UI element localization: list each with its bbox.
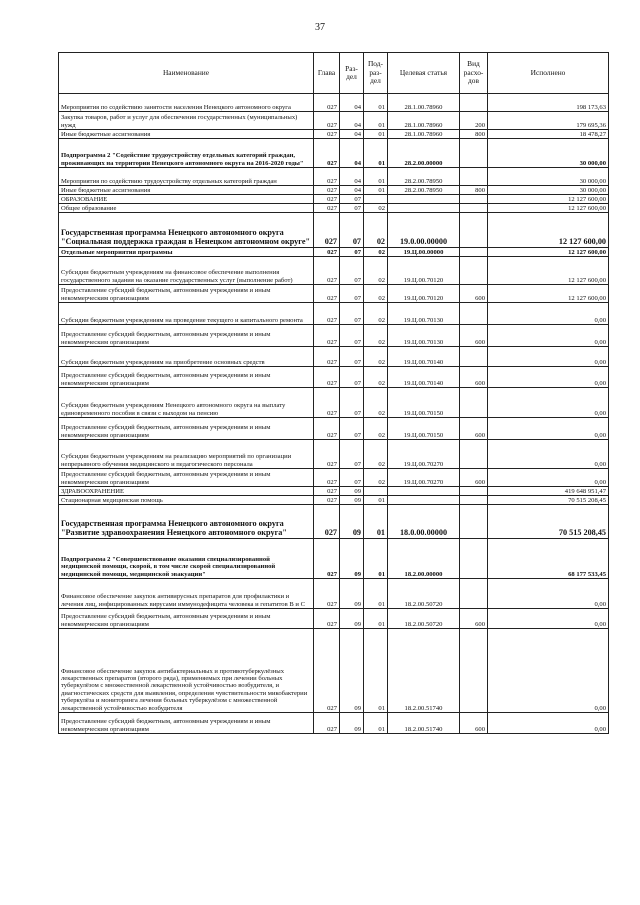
cell-vid-raskhodov (460, 579, 488, 609)
cell-podrazdel: 02 (364, 418, 388, 440)
cell-ispolneno: 0,00 (488, 629, 609, 713)
cell-razdel: 09 (340, 539, 364, 579)
cell-tselevaya-statya (388, 487, 460, 496)
cell-vid-raskhodov (460, 257, 488, 285)
cell-tselevaya-statya: 18.0.00.00000 (388, 505, 460, 539)
cell-razdel: 09 (340, 505, 364, 539)
table-row (59, 469, 609, 487)
cell-ispolneno: 0,00 (488, 609, 609, 629)
cell-podrazdel: 01 (364, 168, 388, 186)
cell-glava: 027 (314, 539, 340, 579)
cell-ispolneno: 12 127 600,00 (488, 213, 609, 248)
table-row (59, 94, 609, 112)
cell-glava: 027 (314, 505, 340, 539)
table-row (59, 629, 609, 713)
cell-ispolneno: 0,00 (488, 713, 609, 734)
cell-name: Предоставление субсидий бюджетным, автономным учреждениям и иным некоммерческим организациям (59, 418, 314, 440)
header-ispolneno: Исполнено (488, 53, 609, 94)
cell-name: Мероприятия по содействию занятости населения Ненецкого автономного округа (59, 94, 314, 112)
cell-podrazdel: 02 (364, 347, 388, 367)
cell-podrazdel: 01 (364, 496, 388, 505)
budget-table-container (58, 52, 608, 734)
cell-ispolneno: 0,00 (488, 325, 609, 347)
cell-ispolneno: 0,00 (488, 367, 609, 388)
cell-vid-raskhodov: 600 (460, 367, 488, 388)
cell-glava: 027 (314, 168, 340, 186)
table-body (59, 94, 609, 734)
header-glava: Глава (314, 53, 340, 94)
cell-name: Субсидии бюджетным учреждениям на проведение текущего и капитального ремонта (59, 303, 314, 325)
table-row (59, 505, 609, 539)
table-row (59, 325, 609, 347)
cell-ispolneno: 198 173,63 (488, 94, 609, 112)
cell-tselevaya-statya: 28.1.00.78960 (388, 130, 460, 139)
cell-podrazdel: 01 (364, 139, 388, 168)
cell-tselevaya-statya: 19.Ц.00.70150 (388, 388, 460, 418)
cell-tselevaya-statya: 28.2.00.78950 (388, 186, 460, 195)
cell-name: Финансовое обеспечение закупок антивирусных препаратов для профилактики и лечения лиц, инфицированных вирусами иммунодефицита человека и гепатитов В и С (59, 579, 314, 609)
cell-ispolneno: 30 000,00 (488, 168, 609, 186)
cell-razdel: 07 (340, 285, 364, 303)
cell-name: Закупка товаров, работ и услуг для обеспечения государственных (муниципальных) нужд (59, 112, 314, 130)
cell-podrazdel: 02 (364, 285, 388, 303)
cell-ispolneno: 12 127 600,00 (488, 248, 609, 257)
cell-vid-raskhodov: 600 (460, 325, 488, 347)
cell-vid-raskhodov (460, 388, 488, 418)
cell-tselevaya-statya: 28.2.00.00000 (388, 139, 460, 168)
table-row (59, 440, 609, 469)
cell-podrazdel: 01 (364, 505, 388, 539)
cell-name: Подпрограмма 2 "Содействие трудоустройству отдельных категорий граждан, проживающих на территории Ненецкого автономного округа на 2016-2020 годы" (59, 139, 314, 168)
cell-name: Предоставление субсидий бюджетным, автономным учреждениям и иным некоммерческим организациям (59, 325, 314, 347)
cell-glava: 027 (314, 496, 340, 505)
table-row (59, 388, 609, 418)
cell-glava: 027 (314, 248, 340, 257)
cell-tselevaya-statya (388, 204, 460, 213)
cell-razdel: 09 (340, 496, 364, 505)
cell-vid-raskhodov (460, 248, 488, 257)
cell-glava: 027 (314, 487, 340, 496)
cell-name: Государственная программа Ненецкого автономного округа "Социальная поддержка граждан в Ненецком автономном округе" (59, 213, 314, 248)
cell-ispolneno: 12 127 600,00 (488, 257, 609, 285)
cell-name: Предоставление субсидий бюджетным, автономным учреждениям и иным некоммерческим организациям (59, 469, 314, 487)
cell-name: ЗДРАВООХРАНЕНИЕ (59, 487, 314, 496)
cell-glava: 027 (314, 579, 340, 609)
cell-razdel: 09 (340, 579, 364, 609)
cell-vid-raskhodov (460, 94, 488, 112)
cell-podrazdel: 01 (364, 579, 388, 609)
cell-name: ОБРАЗОВАНИЕ (59, 195, 314, 204)
cell-name: Субсидии бюджетным учреждениям Ненецкого автономного округа на выплату единовременного пособия в связи с выходом на пенсию (59, 388, 314, 418)
cell-tselevaya-statya: 18.2.00.50720 (388, 579, 460, 609)
cell-ispolneno: 18 478,27 (488, 130, 609, 139)
cell-razdel: 07 (340, 388, 364, 418)
table-row (59, 713, 609, 734)
cell-ispolneno: 179 695,36 (488, 112, 609, 130)
header-vid-raskhodov: Вид расхо- дов (460, 53, 488, 94)
cell-vid-raskhodov (460, 505, 488, 539)
cell-tselevaya-statya: 18.2.00.51740 (388, 713, 460, 734)
cell-tselevaya-statya (388, 496, 460, 505)
cell-ispolneno: 0,00 (488, 388, 609, 418)
cell-podrazdel (364, 195, 388, 204)
cell-podrazdel: 02 (364, 303, 388, 325)
table-row (59, 487, 609, 496)
cell-razdel: 07 (340, 367, 364, 388)
cell-tselevaya-statya: 18.2.00.51740 (388, 629, 460, 713)
cell-name: Общее образование (59, 204, 314, 213)
cell-name: Иные бюджетные ассигнования (59, 186, 314, 195)
cell-vid-raskhodov: 800 (460, 186, 488, 195)
cell-ispolneno: 68 177 533,45 (488, 539, 609, 579)
cell-podrazdel: 02 (364, 248, 388, 257)
cell-tselevaya-statya: 19.Ц.00.70130 (388, 325, 460, 347)
cell-glava: 027 (314, 713, 340, 734)
cell-tselevaya-statya (388, 195, 460, 204)
header-podrazdel: Под- раз- дел (364, 53, 388, 94)
cell-podrazdel: 01 (364, 94, 388, 112)
cell-glava: 027 (314, 303, 340, 325)
cell-tselevaya-statya: 19.Ц.00.70140 (388, 347, 460, 367)
table-row (59, 257, 609, 285)
cell-vid-raskhodov (460, 487, 488, 496)
cell-razdel: 07 (340, 325, 364, 347)
cell-name: Субсидии бюджетным учреждениям на финансовое обеспечение выполнения государственного задания на оказание государственных услуг (выполнение работ) (59, 257, 314, 285)
cell-razdel: 07 (340, 469, 364, 487)
table-row (59, 579, 609, 609)
cell-razdel: 09 (340, 487, 364, 496)
cell-razdel: 04 (340, 112, 364, 130)
table-row (59, 347, 609, 367)
cell-vid-raskhodov (460, 303, 488, 325)
cell-tselevaya-statya: 28.2.00.78950 (388, 168, 460, 186)
cell-name: Субсидии бюджетным учреждениям на реализацию мероприятий по организации непрерывного обучения медицинского и педагогического персонала (59, 440, 314, 469)
cell-name: Иные бюджетные ассигнования (59, 130, 314, 139)
cell-podrazdel: 02 (364, 367, 388, 388)
cell-razdel: 07 (340, 257, 364, 285)
cell-razdel: 09 (340, 629, 364, 713)
cell-vid-raskhodov (460, 440, 488, 469)
cell-name: Мероприятия по содействию трудоустройству отдельных категорий граждан (59, 168, 314, 186)
header-tselevaya-statya: Целевая статья (388, 53, 460, 94)
cell-podrazdel: 02 (364, 388, 388, 418)
cell-glava: 027 (314, 186, 340, 195)
table-row (59, 213, 609, 248)
cell-vid-raskhodov: 600 (460, 285, 488, 303)
cell-vid-raskhodov: 200 (460, 112, 488, 130)
budget-table (58, 52, 609, 734)
cell-name: Стационарная медицинская помощь (59, 496, 314, 505)
cell-name: Государственная программа Ненецкого автономного округа "Развитие здравоохранения Ненецкого автономного округа" (59, 505, 314, 539)
cell-podrazdel (364, 487, 388, 496)
cell-glava: 027 (314, 112, 340, 130)
cell-glava: 027 (314, 204, 340, 213)
cell-podrazdel: 02 (364, 204, 388, 213)
table-row (59, 130, 609, 139)
table-row (59, 285, 609, 303)
cell-tselevaya-statya: 28.1.00.78960 (388, 112, 460, 130)
cell-ispolneno: 70 515 208,45 (488, 496, 609, 505)
cell-tselevaya-statya: 19.Ц.00.70150 (388, 418, 460, 440)
table-row (59, 609, 609, 629)
cell-podrazdel: 01 (364, 713, 388, 734)
cell-glava: 027 (314, 418, 340, 440)
cell-ispolneno: 12 127 600,00 (488, 204, 609, 213)
cell-tselevaya-statya: 18.2.00.00000 (388, 539, 460, 579)
cell-razdel: 04 (340, 139, 364, 168)
cell-vid-raskhodov (460, 204, 488, 213)
cell-tselevaya-statya: 19.0.00.00000 (388, 213, 460, 248)
table-row (59, 195, 609, 204)
cell-podrazdel: 02 (364, 213, 388, 248)
cell-ispolneno: 0,00 (488, 418, 609, 440)
table-row (59, 168, 609, 186)
cell-vid-raskhodov (460, 195, 488, 204)
cell-tselevaya-statya: 19.Ц.00.00000 (388, 248, 460, 257)
cell-podrazdel: 01 (364, 186, 388, 195)
page-number: 37 (315, 22, 325, 33)
table-row (59, 539, 609, 579)
table-row (59, 367, 609, 388)
cell-vid-raskhodov: 600 (460, 418, 488, 440)
cell-ispolneno: 0,00 (488, 440, 609, 469)
cell-razdel: 07 (340, 347, 364, 367)
cell-razdel: 09 (340, 609, 364, 629)
cell-glava: 027 (314, 367, 340, 388)
cell-glava: 027 (314, 388, 340, 418)
cell-razdel: 07 (340, 213, 364, 248)
cell-razdel: 04 (340, 186, 364, 195)
cell-glava: 027 (314, 130, 340, 139)
cell-ispolneno: 70 515 208,45 (488, 505, 609, 539)
cell-podrazdel: 01 (364, 130, 388, 139)
cell-podrazdel: 01 (364, 112, 388, 130)
cell-glava: 027 (314, 440, 340, 469)
cell-podrazdel: 02 (364, 257, 388, 285)
cell-razdel: 04 (340, 130, 364, 139)
cell-podrazdel: 01 (364, 629, 388, 713)
cell-name: Предоставление субсидий бюджетным, автономным учреждениям и иным некоммерческим организациям (59, 713, 314, 734)
cell-name: Предоставление субсидий бюджетным, автономным учреждениям и иным некоммерческим организациям (59, 609, 314, 629)
cell-ispolneno: 419 648 951,47 (488, 487, 609, 496)
table-row (59, 418, 609, 440)
cell-glava: 027 (314, 347, 340, 367)
cell-podrazdel: 02 (364, 325, 388, 347)
cell-vid-raskhodov (460, 629, 488, 713)
cell-glava: 027 (314, 609, 340, 629)
cell-razdel: 09 (340, 713, 364, 734)
cell-name: Предоставление субсидий бюджетным, автономным учреждениям и иным некоммерческим организациям (59, 285, 314, 303)
cell-glava: 027 (314, 469, 340, 487)
cell-tselevaya-statya: 18.2.00.50720 (388, 609, 460, 629)
table-row (59, 248, 609, 257)
table-row (59, 186, 609, 195)
cell-podrazdel: 01 (364, 609, 388, 629)
cell-tselevaya-statya: 19.Ц.00.70270 (388, 440, 460, 469)
cell-glava: 027 (314, 195, 340, 204)
cell-vid-raskhodov (460, 213, 488, 248)
cell-vid-raskhodov: 600 (460, 713, 488, 734)
cell-razdel: 07 (340, 248, 364, 257)
table-row (59, 496, 609, 505)
cell-vid-raskhodov (460, 139, 488, 168)
cell-name: Финансовое обеспечение закупок антибактериальных и противотуберкулёзных лекарственных препаратов (второго ряда), применяемых при лечении больных туберкулёзом с множественной лекарственной устойчивостью возбудителя, и диагностических средств для выявления, определения чувствительности микобактерии туберкулёза и мониторинга лечения больных туберкулёзом с множественной лекарственной устойчивостью возбудителя (59, 629, 314, 713)
cell-name: Субсидии бюджетным учреждениям на приобретение основных средств (59, 347, 314, 367)
cell-ispolneno: 12 127 600,00 (488, 195, 609, 204)
table-header-row (59, 53, 609, 94)
cell-name: Отдельные мероприятия программы (59, 248, 314, 257)
cell-vid-raskhodov: 800 (460, 130, 488, 139)
cell-glava: 027 (314, 213, 340, 248)
cell-razdel: 07 (340, 195, 364, 204)
cell-ispolneno: 0,00 (488, 303, 609, 325)
cell-ispolneno: 30 000,00 (488, 186, 609, 195)
cell-glava: 027 (314, 139, 340, 168)
cell-glava: 027 (314, 94, 340, 112)
cell-ispolneno: 12 127 600,00 (488, 285, 609, 303)
cell-name: Подпрограмма 2 "Совершенствование оказания специализированной медицинской помощи, скорой, в том числе скорой специализированной медицинской помощи, медицинской эвакуации" (59, 539, 314, 579)
cell-ispolneno: 0,00 (488, 579, 609, 609)
cell-ispolneno: 0,00 (488, 347, 609, 367)
cell-ispolneno: 0,00 (488, 469, 609, 487)
cell-tselevaya-statya: 19.Ц.00.70120 (388, 257, 460, 285)
cell-razdel: 07 (340, 440, 364, 469)
header-name: Наименование (59, 53, 314, 94)
cell-razdel: 04 (340, 94, 364, 112)
cell-tselevaya-statya: 19.Ц.00.70130 (388, 303, 460, 325)
cell-tselevaya-statya: 28.1.00.78960 (388, 94, 460, 112)
table-row (59, 112, 609, 130)
cell-vid-raskhodov: 600 (460, 609, 488, 629)
cell-tselevaya-statya: 19.Ц.00.70270 (388, 469, 460, 487)
cell-razdel: 07 (340, 204, 364, 213)
cell-glava: 027 (314, 257, 340, 285)
cell-vid-raskhodov: 600 (460, 469, 488, 487)
cell-ispolneno: 30 000,00 (488, 139, 609, 168)
table-row (59, 204, 609, 213)
cell-vid-raskhodov (460, 347, 488, 367)
cell-podrazdel: 02 (364, 469, 388, 487)
cell-tselevaya-statya: 19.Ц.00.70140 (388, 367, 460, 388)
cell-razdel: 07 (340, 303, 364, 325)
cell-vid-raskhodov (460, 496, 488, 505)
cell-vid-raskhodov (460, 168, 488, 186)
cell-glava: 027 (314, 285, 340, 303)
cell-glava: 027 (314, 629, 340, 713)
header-razdel: Раз- дел (340, 53, 364, 94)
cell-tselevaya-statya: 19.Ц.00.70120 (388, 285, 460, 303)
cell-glava: 027 (314, 325, 340, 347)
table-row (59, 139, 609, 168)
cell-razdel: 07 (340, 418, 364, 440)
cell-podrazdel: 01 (364, 539, 388, 579)
cell-razdel: 04 (340, 168, 364, 186)
cell-podrazdel: 02 (364, 440, 388, 469)
cell-vid-raskhodov (460, 539, 488, 579)
table-row (59, 303, 609, 325)
cell-name: Предоставление субсидий бюджетным, автономным учреждениям и иным некоммерческим организациям (59, 367, 314, 388)
